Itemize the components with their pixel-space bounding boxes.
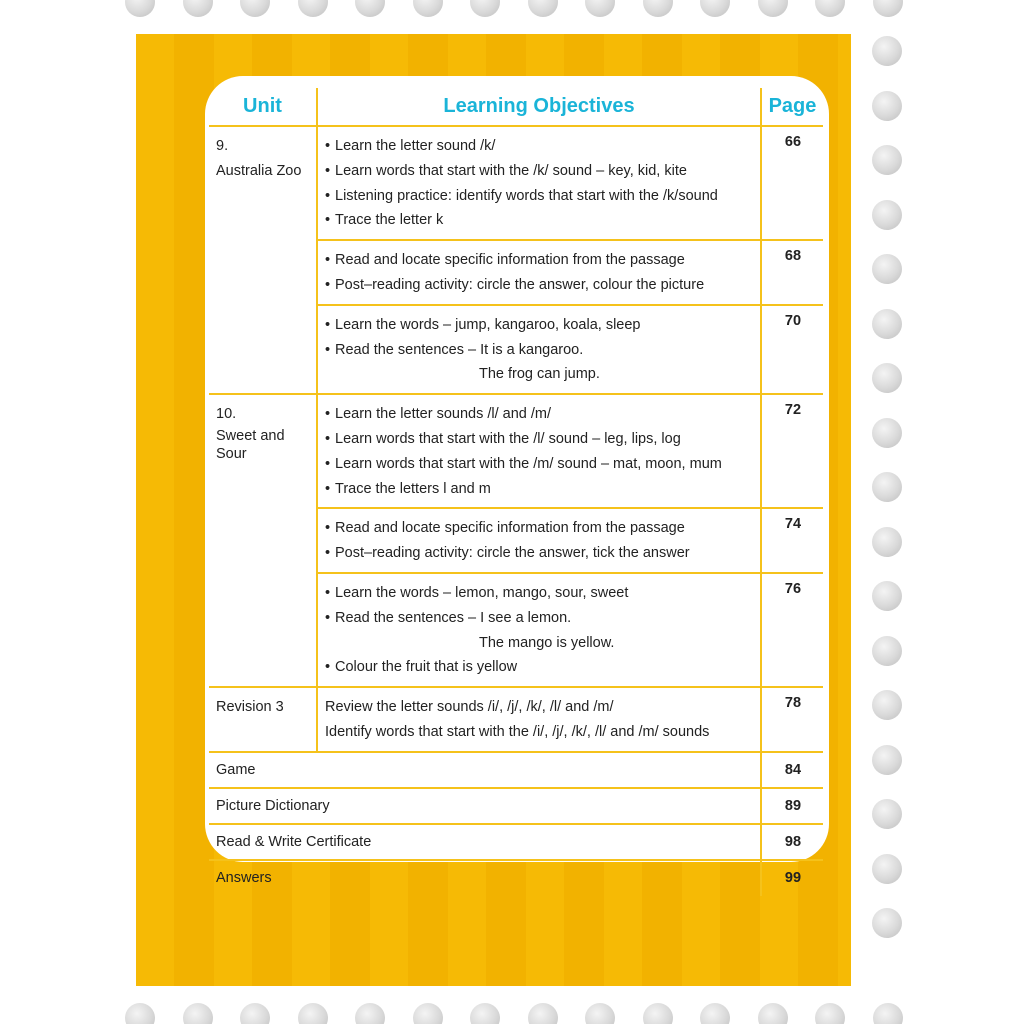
page-header: Page (761, 88, 823, 126)
objectives-cell (317, 240, 761, 305)
perforation-dot (355, 0, 385, 17)
perforation-dot (872, 363, 902, 393)
perforation-dot (872, 690, 902, 720)
perforation-dot (700, 1003, 730, 1024)
objective-item: • Learn words that start with the /m/ sound – mat, moon, mum (325, 455, 722, 472)
perforation-dot (872, 472, 902, 502)
perforation-dot (183, 0, 213, 17)
unit-number: 9. (216, 138, 229, 154)
perforation-dot (872, 581, 902, 611)
unit-title: Australia Zoo (216, 162, 302, 179)
page-number: 66 (761, 126, 823, 240)
perforation-dot (470, 1003, 500, 1024)
table-row (209, 752, 823, 788)
perforation-dot (872, 254, 902, 284)
perforation-dot (413, 1003, 443, 1024)
objectives-cell (317, 305, 761, 394)
perforation-dot (183, 1003, 213, 1024)
page-number: 68 (761, 240, 823, 305)
perforation-dot (872, 145, 902, 175)
perforation-dot (125, 1003, 155, 1024)
objective-item: • Learn the words – jump, kangaroo, koala, sleep (325, 316, 641, 333)
perforation-dot (815, 0, 845, 17)
page-number: 98 (761, 824, 823, 860)
page-number: 76 (761, 573, 823, 687)
objectives-cell (317, 126, 761, 240)
objective-item: • Read the sentences – It is a kangaroo. (325, 341, 584, 358)
section-title: Game (209, 752, 761, 788)
objective-item: • Read and locate specific information from the passage (325, 252, 685, 269)
objective-item: • Post–reading activity: circle the answer, tick the answer (325, 545, 690, 562)
objective-item: • Trace the letter k (325, 212, 444, 229)
perforation-dot (872, 527, 902, 557)
perforation-dot (873, 0, 903, 17)
section-title: Picture Dictionary (209, 788, 761, 824)
unit-header: Unit (209, 88, 317, 126)
objectives-cell (317, 394, 761, 508)
objective-continuation: The mango is yellow. (479, 634, 615, 651)
objectives-header: Learning Objectives (317, 88, 761, 126)
perforation-dot (758, 0, 788, 17)
objective-item: • Trace the letters l and m (325, 480, 491, 497)
perforation-dot (872, 745, 902, 775)
perforation-dot (700, 0, 730, 17)
perforation-dot (872, 908, 902, 938)
objectives-cell (317, 687, 761, 752)
perforation-dot (240, 1003, 270, 1024)
perforation-dot (125, 0, 155, 17)
perforation-dot (758, 1003, 788, 1024)
header-row (209, 88, 823, 126)
objective-item: • Learn the letter sound /k/ (325, 138, 496, 154)
page-number: 72 (761, 394, 823, 508)
perforation-dot (528, 0, 558, 17)
perforation-dot (815, 1003, 845, 1024)
table-row (209, 824, 823, 860)
objective-item: Review the letter sounds /i/, /j/, /k/, /l/ and /m/ (325, 699, 614, 716)
objective-item: • Read the sentences – I see a lemon. (325, 609, 572, 626)
perforation-dot (470, 0, 500, 17)
perforation-dot (872, 91, 902, 121)
perforation-dot (298, 1003, 328, 1024)
perforation-dot (585, 0, 615, 17)
objective-item: • Post–reading activity: circle the answer, colour the picture (325, 276, 705, 293)
perforation-dot (240, 0, 270, 17)
objective-item: • Colour the fruit that is yellow (325, 659, 518, 676)
unit-cell (209, 126, 317, 394)
section-title: Read & Write Certificate (209, 824, 761, 860)
perforation-dot (585, 1003, 615, 1024)
perforation-dot (643, 0, 673, 17)
perforation-dot (298, 0, 328, 17)
unit-cell (209, 394, 317, 687)
perforation-dot (643, 1003, 673, 1024)
perforation-dot (872, 854, 902, 884)
objective-item: • Listening practice: identify words that start with the /k/sound (325, 187, 718, 204)
unit-title: Revision 3 (216, 699, 284, 716)
table-row (209, 788, 823, 824)
page-number: 78 (761, 687, 823, 752)
objective-item: • Learn the words – lemon, mango, sour, sweet (325, 584, 629, 601)
objectives-cell (317, 573, 761, 687)
perforation-dot (872, 636, 902, 666)
page-number: 70 (761, 305, 823, 394)
perforation-dot (872, 200, 902, 230)
page-number: 84 (761, 752, 823, 788)
table-row (209, 687, 823, 752)
perforation-dot (413, 0, 443, 17)
unit-cell (209, 687, 317, 752)
objective-continuation: The frog can jump. (479, 366, 600, 383)
objectives-cell (317, 508, 761, 573)
contents-table (209, 88, 823, 896)
perforation-dot (872, 309, 902, 339)
objective-item: Identify words that start with the /i/, /j/, /k/, /l/ and /m/ sounds (325, 723, 710, 740)
section-title: Answers (216, 870, 272, 887)
unit-number: 10. (216, 406, 237, 423)
perforation-dot (528, 1003, 558, 1024)
perforation-dot (355, 1003, 385, 1024)
perforation-dot (872, 36, 902, 66)
perforation-dot (873, 1003, 903, 1024)
perforation-dot (872, 418, 902, 448)
table-row (209, 126, 823, 240)
objective-item: • Learn words that start with the /l/ sound – leg, lips, log (325, 430, 681, 447)
page-number: 99 (761, 860, 823, 896)
objective-item: • Learn words that start with the /k/ sound – key, kid, kite (325, 162, 687, 179)
unit-title: Sweet and Sour (216, 427, 285, 462)
perforation-dot (872, 799, 902, 829)
objective-item: • Read and locate specific information from the passage (325, 520, 685, 537)
table-row (209, 394, 823, 508)
page-number: 74 (761, 508, 823, 573)
table-row (209, 860, 823, 896)
page-number: 89 (761, 788, 823, 824)
objective-item: • Learn the letter sounds /l/ and /m/ (325, 406, 552, 423)
